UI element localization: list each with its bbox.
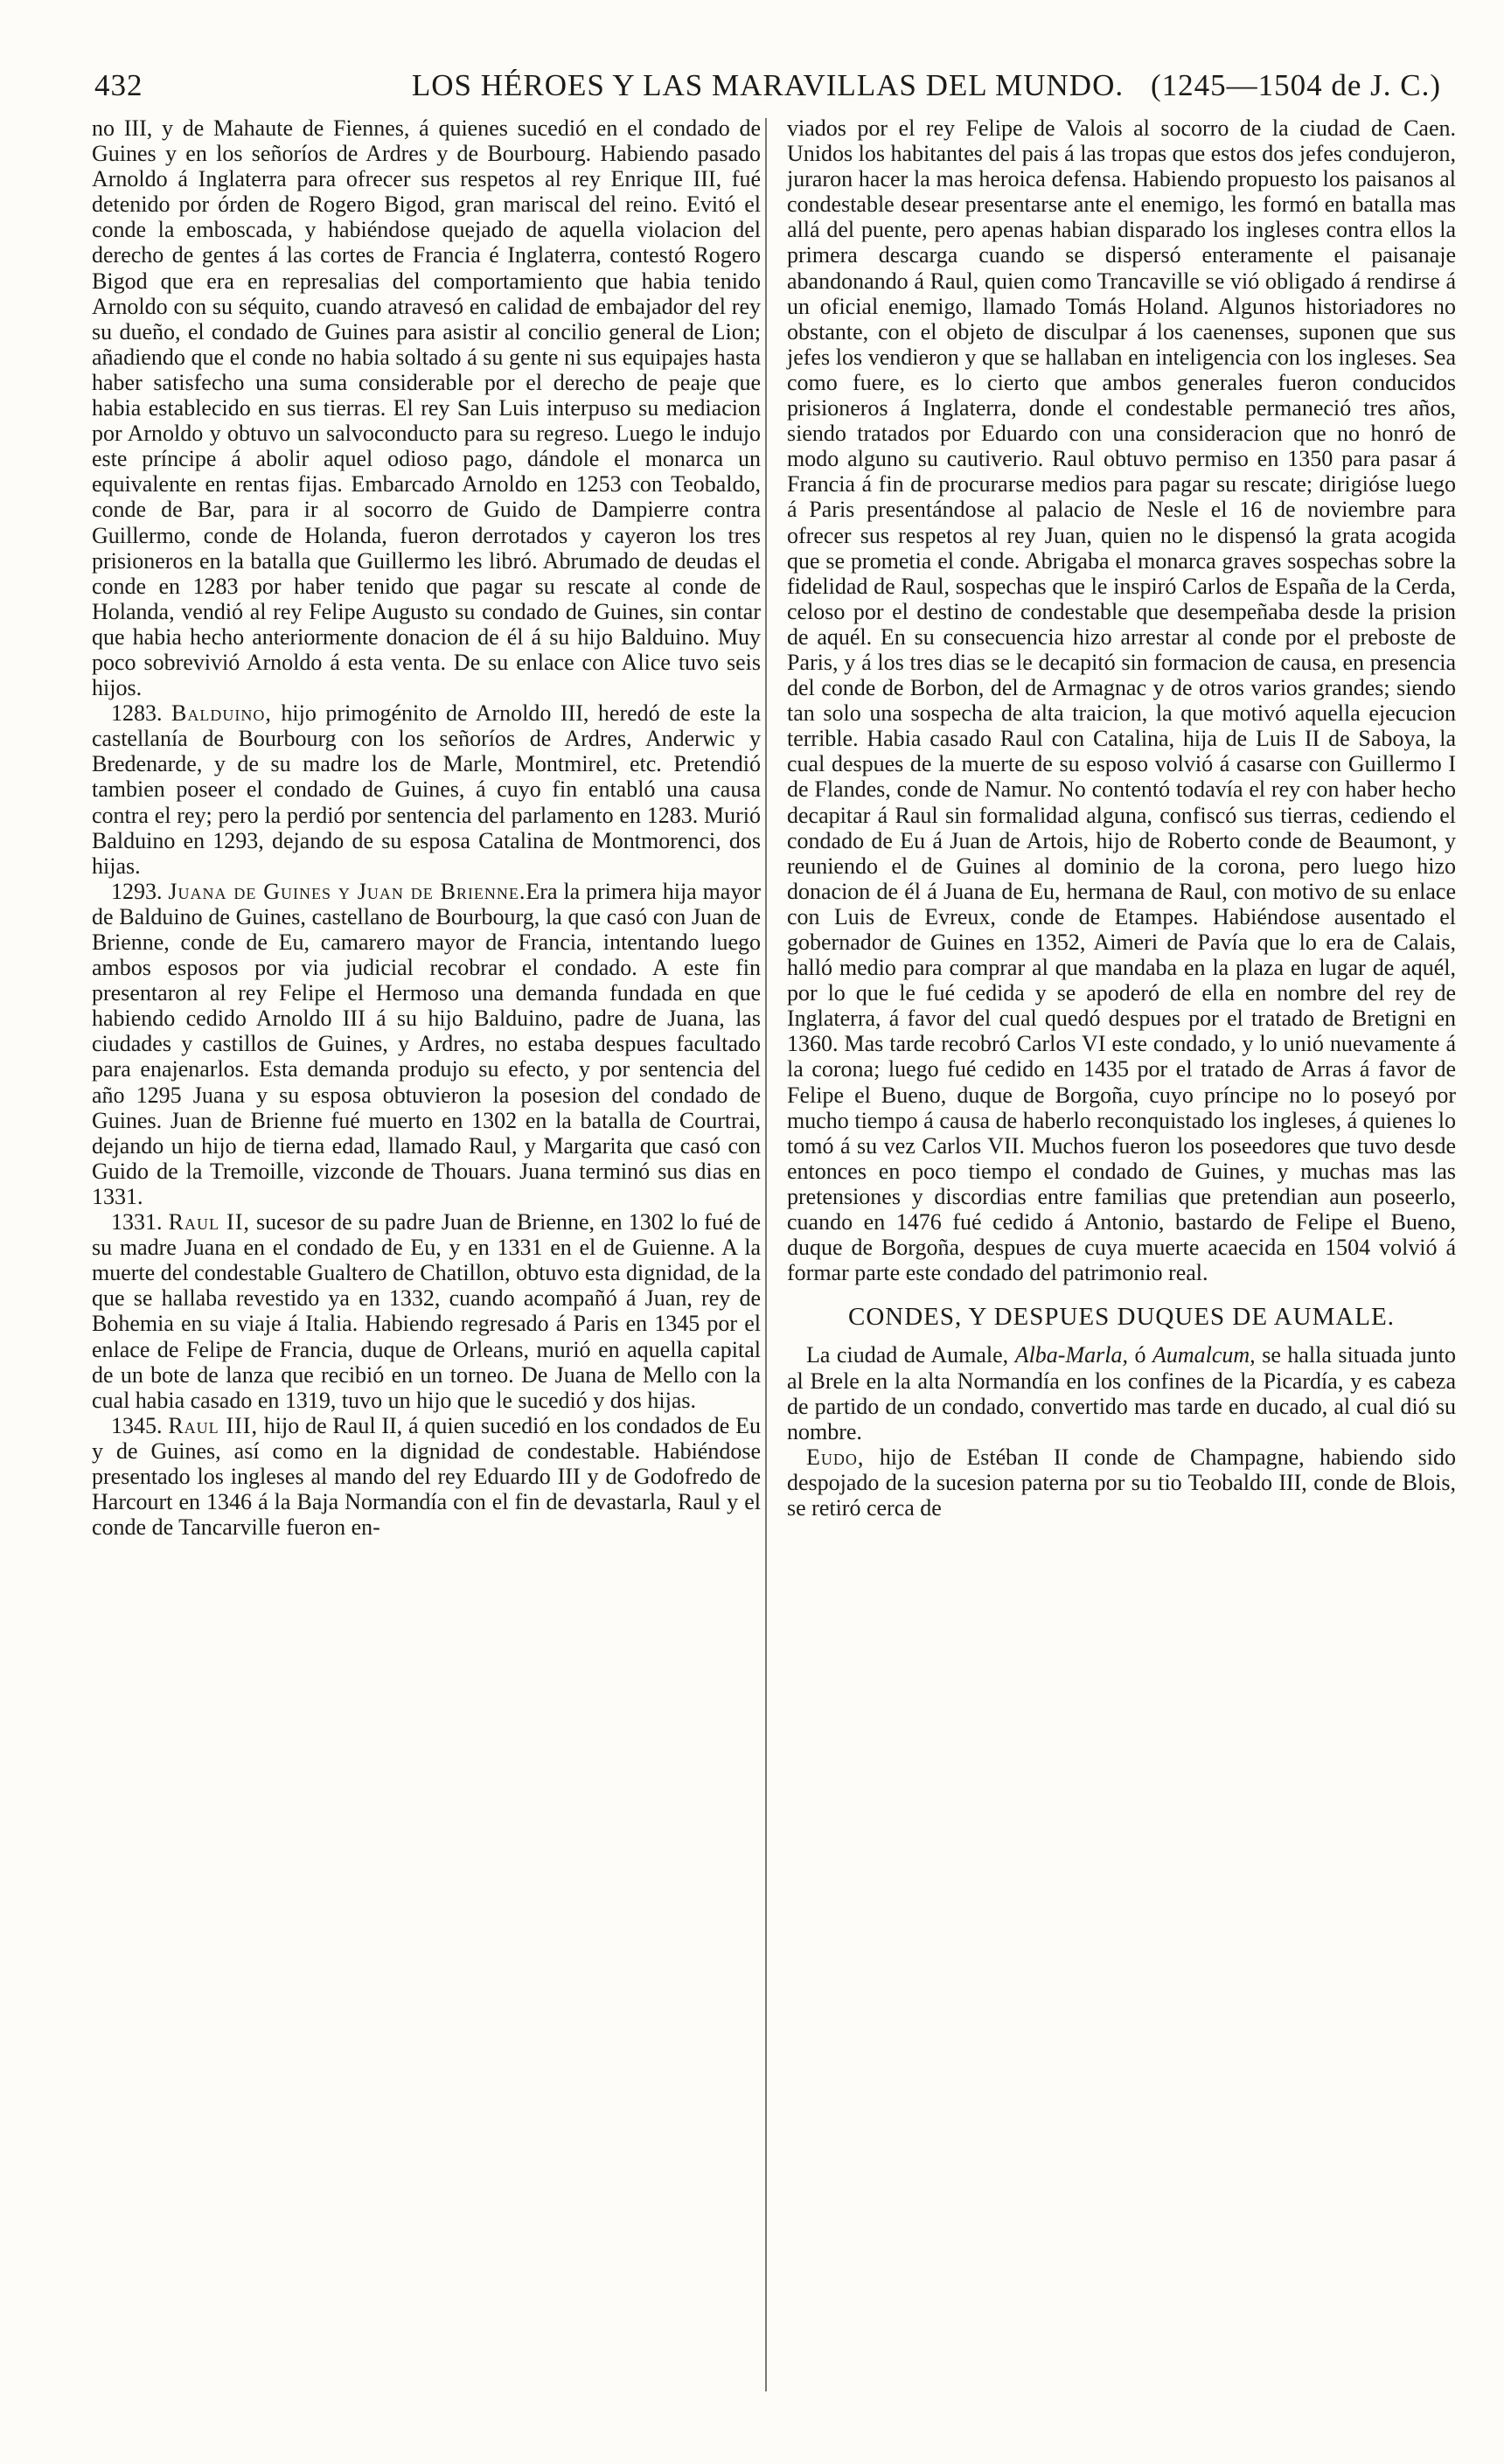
- entry-year: 1345.: [111, 1412, 163, 1438]
- column-divider: [765, 118, 767, 2391]
- entry-year: 1293.: [111, 878, 163, 904]
- entry-year: 1283.: [111, 700, 163, 727]
- entry-balduino: [92, 700, 761, 879]
- entry-year: 1331.: [111, 1209, 163, 1235]
- page-number: 432: [94, 68, 143, 102]
- entry-name: Raul III,: [168, 1412, 258, 1438]
- right-column: [787, 115, 1456, 1521]
- text-run: La ciudad de Aumale,: [806, 1342, 1009, 1368]
- text-run: se halla situada junto al Brele en la alta Normandía en los confines de la Picardía, y es cabeza de partido de un condado, convertido mas tarde en ducado, al cual dió su nombre.: [787, 1342, 1457, 1444]
- entry-name: Balduino,: [171, 700, 272, 727]
- section-title: CONDES, Y DESPUES DUQUES DE AUMALE.: [848, 1303, 1395, 1332]
- entry-raul-iii: [92, 1413, 761, 1540]
- left-column: [92, 115, 761, 1540]
- text-run: ó: [1134, 1342, 1146, 1368]
- entry-name: Juana de Guines y Juan de Brienne.: [168, 878, 526, 904]
- page-header: [94, 68, 1441, 112]
- entry-eudo: [787, 1444, 1456, 1521]
- paragraph-arnoldo-continued: no III, y de Mahaute de Fiennes, á quienes sucedió en el condado de Guines y en los señoríos de Ardres y de Bourbourg. Habiendo pasado Arnoldo á Inglaterra para ofrecer sus respetos al rey Enrique III, fué detenido por órden de Rogero Bigod, gran mariscal del reino. Evitó el conde la emboscada, y habiéndose quejado de aquella violacion del derecho de gentes á las cortes de Francia é Inglaterra, contestó Rogero Bigod que era en represalias del comportamiento que habia tenido Arnoldo con su séquito, cuando atravesó en calidad de embajador del rey su dueño, el condado de Guines para asistir al concilio general de Lion; añadiendo que el conde no habia soltado á su gente ni sus equipajes hasta haber satisfecho una suma considerable por el derecho de peaje que habia establecido en sus tierras. El rey San Luis interpuso su mediacion por Arnoldo y obtuvo un salvoconducto para su regreso. Luego le indujo este príncipe á abolir aquel odioso pago, dándole el monarca un equivalente en rentas fijas. Embarcado Arnoldo en 1253 con Teobaldo, conde de Bar, para ir al socorro de Guido de Dampierre contra Guillermo, conde de Holanda, fueron derrotados y cayeron los tres prisioneros en la batalla que Guillermo les libró. Abrumado de deudas el conde en 1283 por haber tenido que pagar su rescate al conde de Holanda, vendió al rey Felipe Augusto su condado de Guines, sin contar que habia hecho anteriormente donacion de él á su hijo Balduino. Muy poco sobrevivió Arnoldo á esta venta. De su enlace con Alice tuvo seis hijos.: [92, 115, 761, 701]
- entry-juana-de-guines: [92, 879, 761, 1209]
- italic-term: Alba-Marla,: [1014, 1342, 1128, 1368]
- entry-text: hijo de Estéban II conde de Champagne, habiendo sido despojado de la sucesion paterna por su tio Teobaldo III, conde de Blois, se retiró cerca de: [787, 1444, 1457, 1521]
- entry-text: sucesor de su padre Juan de Brienne, en 1302 lo fué de su madre Juana en el condado de Eu, y en 1331 en el de Guienne. A la muerte del condestable Gualtero de Chatillon, obtuvo esta dignidad, de la que se hallaba revestido ya en 1332, cuando acompañó á Juan, rey de Bohemia en su viaje á Italia. Habiendo regresado á Paris en 1345 por el enlace de Felipe de Francia, duque de Orleans, murió en aquella capital de un bote de lanza que recibió en un torneo. De Juana de Mello con la cual habia casado en 1319, tuvo un hijo que le sucedió y dos hijas.: [92, 1209, 762, 1413]
- paragraph-aumale-intro: [787, 1342, 1456, 1444]
- entry-raul-ii: [92, 1209, 761, 1413]
- running-title: LOS HÉROES Y LAS MARAVILLAS DEL MUNDO.: [411, 68, 1125, 102]
- date-range: (1245—1504 de J. C.): [1150, 68, 1441, 102]
- italic-term: Aumalcum,: [1152, 1342, 1256, 1368]
- entry-text: hijo primogénito de Arnoldo III, heredó de este la castellanía de Bourbourg con los señoríos de Ardres, Anderwic y Bredenarde, y de su madre los de Marle, Montmirel, etc. Pretendió tambien poseer el condado de Guines, á cuyo fin entabló una causa contra el rey; pero la perdió por sentencia del parlamento en 1283. Murió Balduino en 1293, dejando de su esposa Catalina de Montmorenci, dos hijas.: [92, 700, 762, 879]
- entry-name: Raul II,: [168, 1209, 250, 1235]
- entry-text: Era la primera hija mayor de Balduino de Guines, castellano de Bourbourg, la que casó con Juan de Brienne, conde de Eu, camarero mayor de Francia, intentando luego ambos esposos por via judicial recobrar el condado. A este fin presentaron al rey Felipe el Hermoso una demanda fundada en que habiendo cedido Arnoldo III á su hijo Balduino, padre de Juana, las ciudades y castillos de Guines, y Ardres, no estaba despues facultado para enajenarlos. Esta demanda produjo su efecto, y por sentencia del año 1295 Juana y su esposa obtuvieron la posesion del condado de Guines. Juan de Brienne fué muerto en 1302 en la batalla de Courtrai, dejando un hijo de tierna edad, llamado Raul, y Margarita que casó con Guido de la Tremoille, vizconde de Thouars. Juana terminó sus dias en 1331.: [92, 878, 761, 1209]
- entry-name: Eudo,: [806, 1444, 865, 1470]
- entry-text: hijo de Raul II, á quien sucedió en los condados de Eu y de Guines, así como en la dignidad de condestable. Habiéndose presentado los ingleses al mando del rey Eduardo III y de Godofredo de Harcourt en 1346 á la Baja Normandía con el fin de devastarla, Raul y el conde de Tancarville fueron en-: [92, 1412, 762, 1541]
- paragraph-raul-iii-continued: viados por el rey Felipe de Valois al socorro de la ciudad de Caen. Unidos los habitantes del pais á las tropas que estos dos jefes condujeron, juraron hacer la mas heroica defensa. Habiendo propuesto los paisanos al condestable desear presentarse ante el enemigo, les formó en batalla mas allá del puente, pero apenas habian disparado los ingleses contra ellos la primera descarga cuando se dispersó enteramente el paisanaje abandonando á Raul, quien como Trancaville se vió obligado á rendirse á un oficial enemigo, llamado Tomás Holand. Algunos historiadores no obstante, con el objeto de disculpar á los caenenses, suponen que sus jefes los vendieron y que se hallaban en inteligencia con los ingleses. Sea como fuere, es lo cierto que ambos generales fueron conducidos prisioneros á Inglaterra, donde el condestable permaneció tres años, siendo tratados por Eduardo con una consideracion que no honró de modo alguno su cautiverio. Raul obtuvo permiso en 1350 para pasar á Francia á fin de procurarse medios para pagar su rescate; dirigióse luego á Paris presentándose al palacio de Nesle el 16 de noviembre para ofrecer sus respetos al rey Juan, quien no le dispensó la grata acogida que se prometia el conde. Abrigaba el monarca graves sospechas sobre la fidelidad de Raul, sospechas que le inspiró Carlos de España de la Cerda, celoso por el destino de condestable que desempeñaba desde la prision de aquél. En su consecuencia hizo arrestar al conde por el preboste de Paris, y á los tres dias se le decapitó sin formacion de causa, en presencia del conde de Borbon, del de Armagnac y de otros varios grandes; siendo tan solo una sospecha de alta traicion, la que motivó aquella ejecucion terrible. Habia casado Raul con Catalina, hija de Luis II de Saboya, la cual despues de la muerte de su esposo volvió á casarse con Guillermo I de Flandes, conde de Namur. No contentó todavía el rey con haber hecho decapitar á Raul sin formalidad alguna, confiscó sus tierras, cediendo el condado de Eu á Juan de Artois, hijo de Roberto conde de Beaumont, y reuniendo el de Guines al dominio de la corona, pero luego hizo donacion de él á Juana de Eu, hermana de Raul, con motivo de su enlace con Luis de Evreux, conde de Etampes. Habiéndose ausentado el gobernador de Guines en 1352, Aimeri de Pavía que lo era de Calais, halló medio para comprar al que mandaba en la plaza en lugar de aquél, por lo que le fué cedida y se apoderó de ella en nombre del rey de Inglaterra, á favor del cual quedó despues por el tratado de Bretigni en 1360. Mas tarde recobró Carlos VI este condado, y lo unió nuevamente á la corona; luego fué cedido en 1435 por el tratado de Arras á favor de Felipe el Bueno, duque de Borgoña, cuyo príncipe no lo poseyó por mucho tiempo á causa de haberlo reconquistado los ingleses, á quienes lo tomó á su vez Carlos VII. Muchos fueron los poseedores que tuvo desde entonces en poco tiempo el condado de Guines, y muchas mas las pretensiones y discordias entre familias que pretendian aun poseerlo, cuando en 1476 fué cedido á Antonio, bastardo de Felipe el Bueno, duque de Borgoña, despues de cuya muerte acaecida en 1504 volvió á formar parte este condado del patrimonio real.: [787, 115, 1456, 1286]
